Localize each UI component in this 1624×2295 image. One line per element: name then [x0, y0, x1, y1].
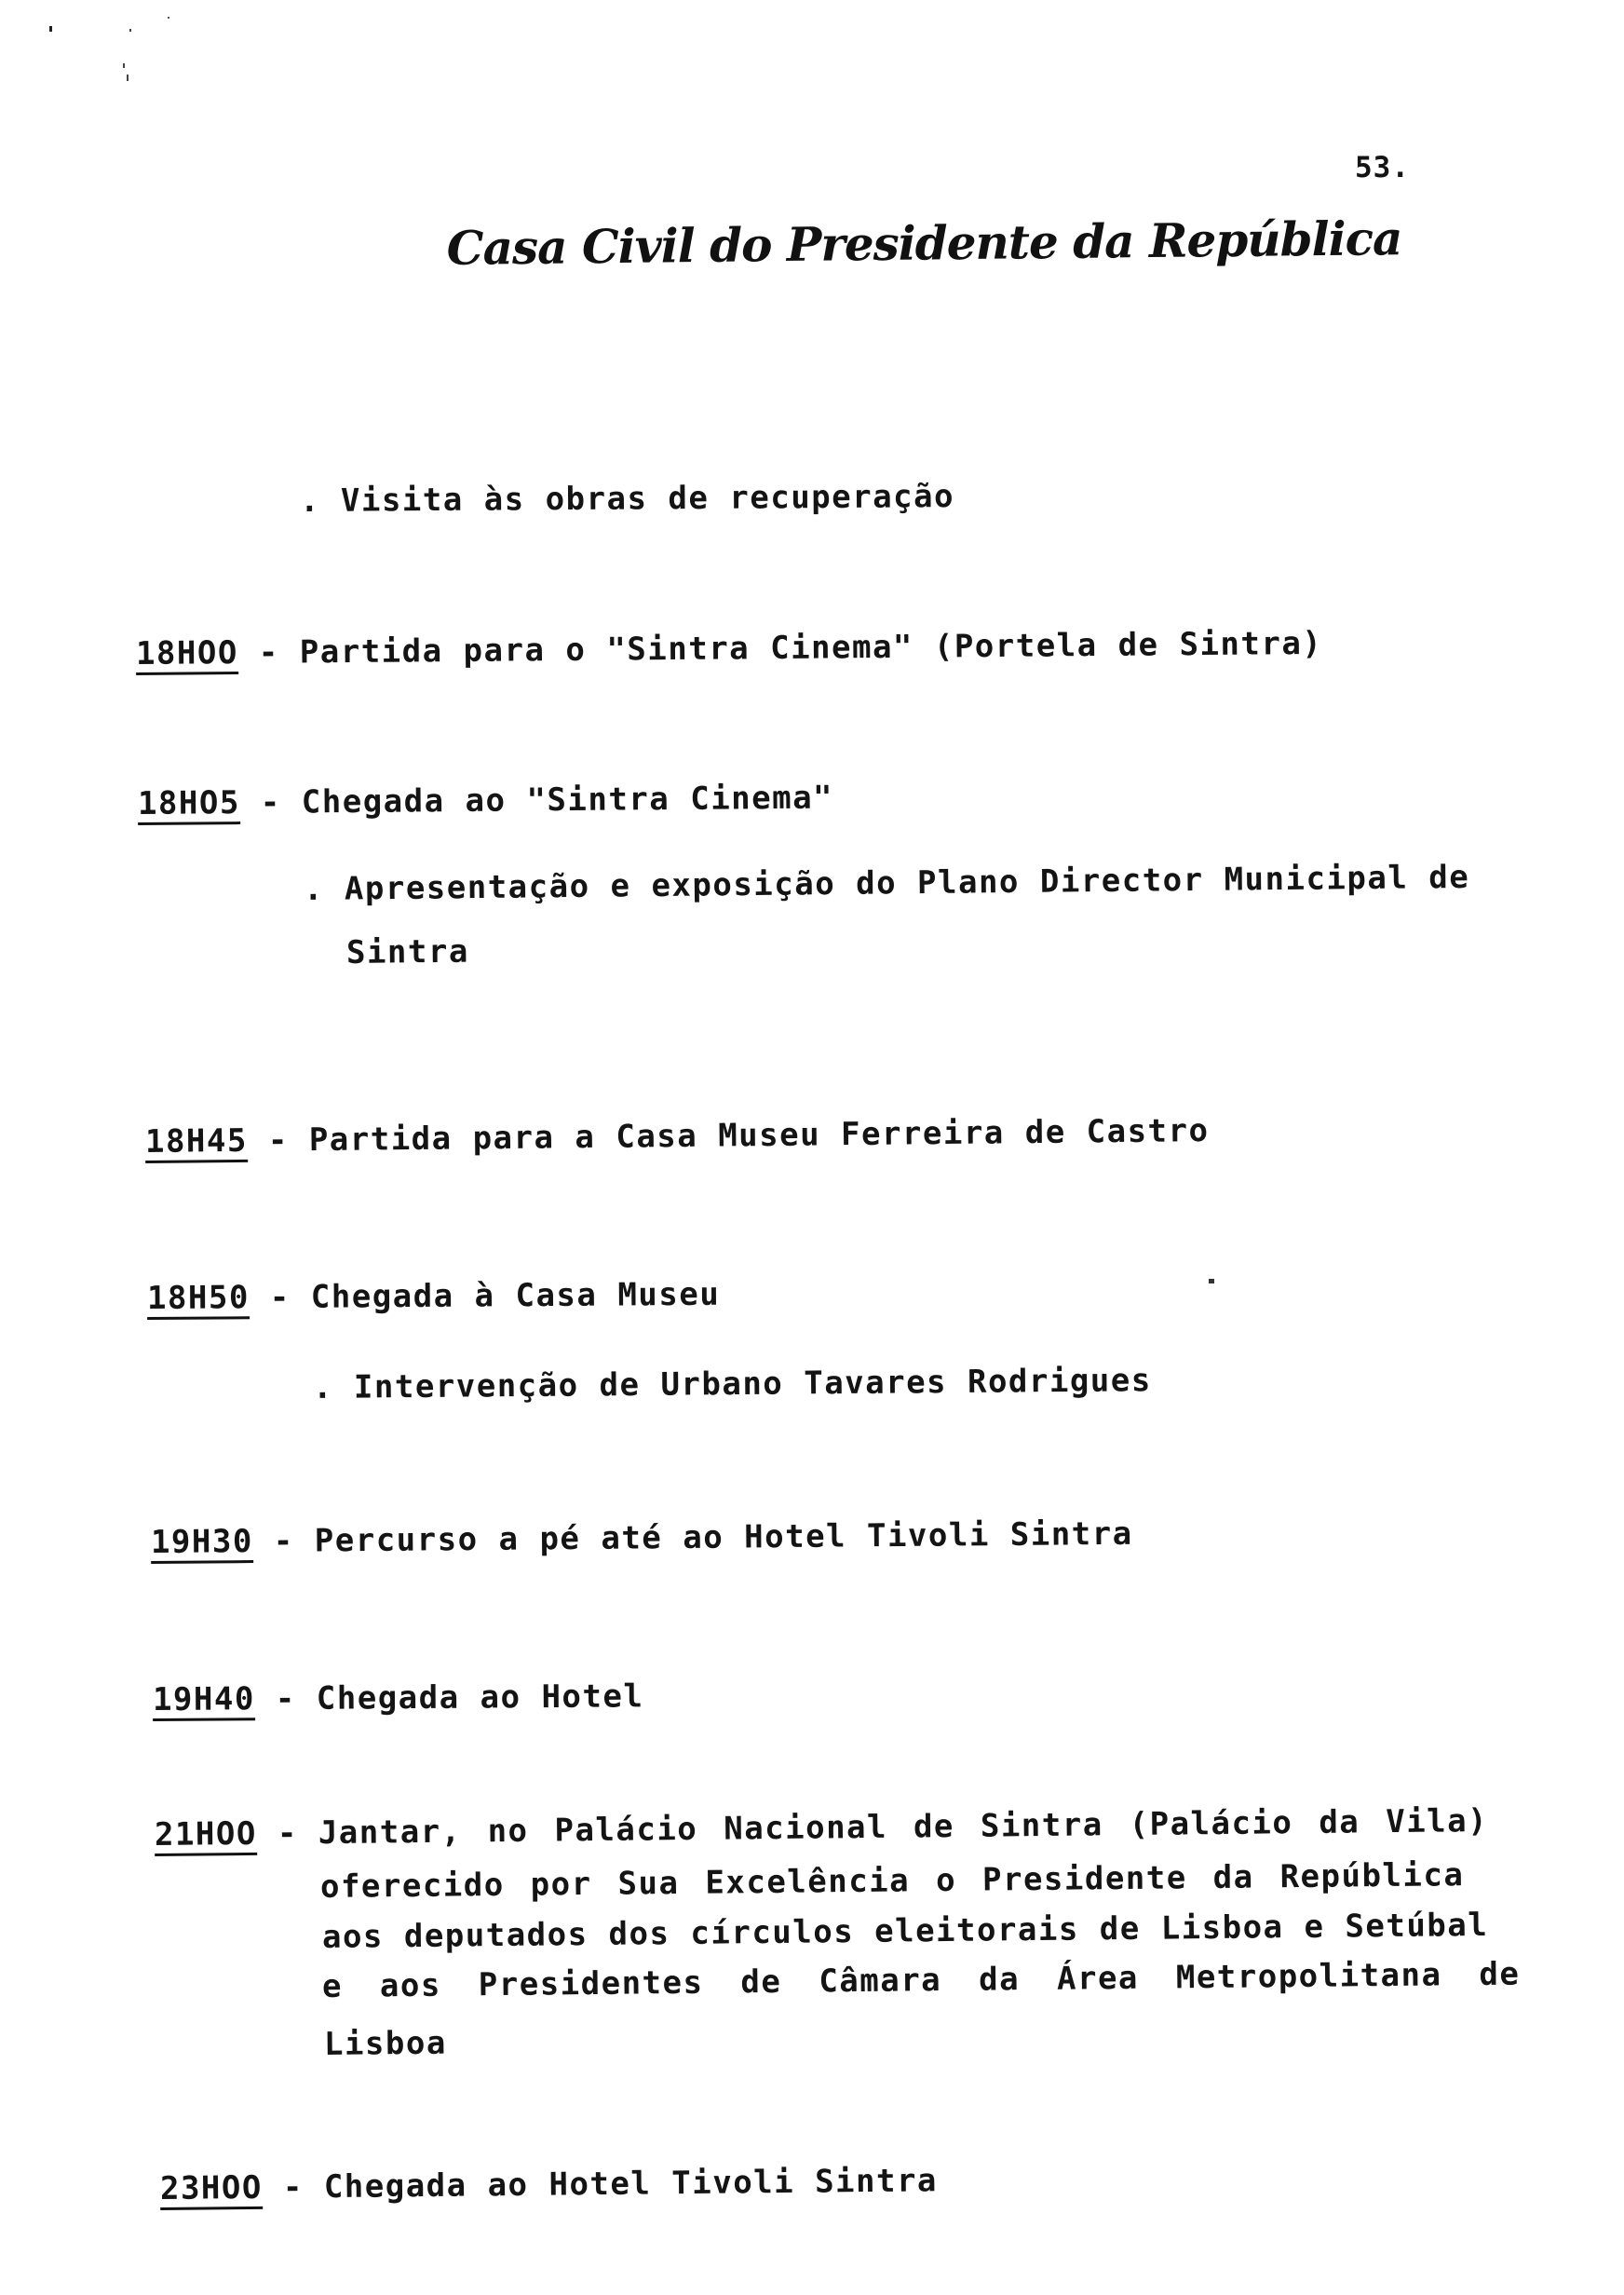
schedule-entry-19h40	[153, 1677, 644, 1721]
entry-text: Chegada ao Hotel Tivoli Sintra	[323, 2162, 939, 2207]
page-number: 53.	[1355, 151, 1410, 184]
schedule-entry-21h00-line-5	[324, 2025, 447, 2063]
entry-text: Chegada à Casa Museu	[310, 1275, 721, 1316]
entry-time: 19H30	[151, 1524, 253, 1564]
entry-time: 21HOO	[155, 1816, 257, 1856]
bullet-text: . Intervenção de Urbano Tavares Rodrigues	[312, 1362, 1152, 1406]
schedule-entry-18h50	[147, 1276, 721, 1320]
entry-dash: -	[260, 783, 281, 822]
entry-text: Partida para a Casa Museu Ferreira de Castro	[308, 1112, 1210, 1160]
schedule-entry-18h05	[138, 779, 833, 825]
entry-dash: -	[282, 2168, 304, 2207]
bullet-item-visita	[300, 478, 954, 520]
entry-time: 18H45	[145, 1123, 248, 1163]
entry-text: Chegada ao Hotel	[316, 1677, 644, 1718]
entry-time: 18H50	[147, 1280, 250, 1320]
bullet-text: . Visita às obras de recuperação	[299, 478, 955, 520]
entry-text-line-5: Lisboa	[323, 2024, 448, 2063]
letterhead-signature: Casa Civil do Presidente da República	[446, 210, 1402, 276]
entry-text: Percurso a pé até ao Hotel Tivoli Sintra	[314, 1514, 1133, 1560]
entry-text-line-4: e aos Presidentes de Câmara da Área Metropolitana de	[321, 1955, 1521, 2005]
entry-dash: -	[275, 1679, 296, 1718]
entry-text: Partida para o "Sintra Cinema" (Portela de Sintra)	[299, 624, 1323, 672]
entry-dash: -	[267, 1121, 290, 1160]
entry-dash: -	[269, 1278, 291, 1317]
bullet-item-intervencao	[313, 1362, 1152, 1406]
entry-text-line-1: Jantar, no Palácio Nacional de Sintra (Palácio da Vila)	[318, 1802, 1489, 1853]
schedule-entry-19h30	[151, 1515, 1133, 1564]
entry-text-line-3: aos deputados dos círculos eleitorais de Lisboa e Setúbal	[321, 1906, 1489, 1956]
entry-time: 23HOO	[160, 2170, 263, 2210]
bullet-text-line-1: . Apresentação e exposição do Plano Director Municipal de	[303, 858, 1470, 908]
entry-time: 18HOO	[136, 635, 238, 675]
entry-time: 18HO5	[138, 785, 240, 825]
entry-dash: -	[258, 633, 279, 672]
schedule-entry-23h00	[160, 2162, 938, 2210]
entry-text: Chegada ao "Sintra Cinema"	[301, 779, 834, 822]
entry-dash: -	[273, 1522, 294, 1560]
bullet-item-apresentacao-continuation	[346, 933, 469, 971]
entry-time: 19H40	[153, 1681, 255, 1721]
entry-text-line-2: oferecido por Sua Excelência o Presidente da República	[319, 1856, 1465, 1906]
bullet-text-line-2: Sintra	[345, 932, 470, 971]
entry-dash: -	[277, 1814, 299, 1853]
